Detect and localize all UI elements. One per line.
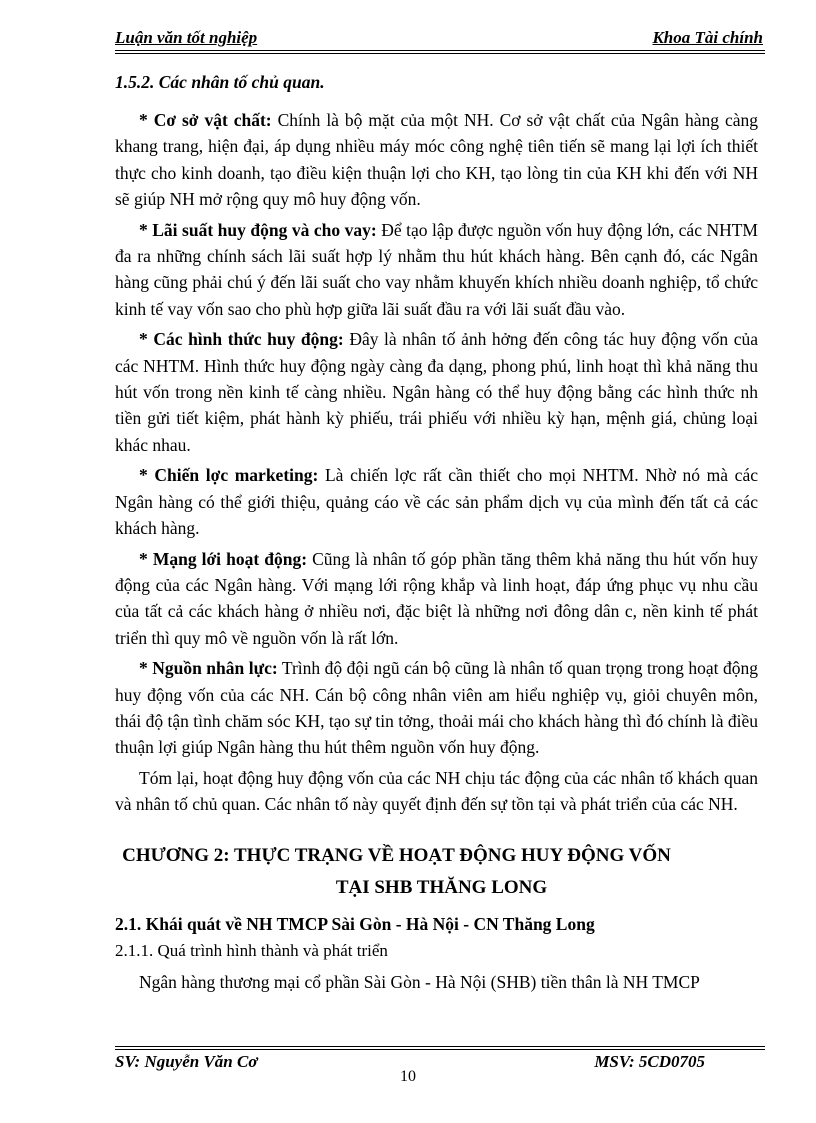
header-faculty: Khoa Tài chính <box>652 28 763 47</box>
paragraph-text: Đây là nhân tố ảnh hởng đến công tác huy động vốn của các NHTM. Hình thức huy động ngày càng đa dạng, phong phú, linh hoạt thì khả năng thu hút vốn trong nền kinh tế càng nhiều. Ngân hàng có thể huy động bằng các hình thức nh tiền gửi tiết kiệm, phát hành kỳ phiếu, trái phiếu với nhiều kỳ hạn, mệnh giá, chủng loại khác nhau. <box>115 329 758 455</box>
paragraph-lead: * Các hình thức huy động: <box>139 329 344 350</box>
header-rule <box>115 50 765 54</box>
chapter-title-line2: TẠI SHB THĂNG LONG <box>335 876 548 898</box>
paragraph-text: Chính là bộ mặt của một NH. Cơ sở vật chất của Ngân hàng càng khang trang, hiện đại, áp dụng nhiều máy móc công nghệ tiên tiến sẽ mang lại lợi ích thiết thực cho kinh doanh, tạo điều kiện thuận lợi cho KH, tạo lòng tin của KH khi đến với NH sẽ giúp NH mở rộng quy mô huy động vốn. <box>115 110 758 210</box>
subsection-heading: 2.1. Khái quát về NH TMCP Sài Gòn - Hà Nội - CN Thăng Long <box>115 913 595 934</box>
paragraph-text: Là chiến lợc rất cần thiết cho mọi NHTM. Nhờ nó mà các Ngân hàng có thể giới thiệu, quảng cáo về các sản phẩm dịch vụ của mình đến tất cả các khách hàng. <box>115 465 758 539</box>
page-header <box>115 28 763 50</box>
paragraph-text: Để tạo lập được nguồn vốn huy động lớn, các NHTM đa ra những chính sách lãi suất hợp lý nhằm thu hút khách hàng. Bên cạnh đó, các Ngân hàng cũng phải chú ý đến lãi suất cho vay nhằm khuyến khích nhiều doanh nghiệp, tổ chức kinh tế vay vốn sao cho phù hợp giữa lãi suất đầu ra với lãi suất đầu vào. <box>115 219 758 319</box>
paragraph-text: Cũng là nhân tố góp phần tăng thêm khả năng thu hút vốn huy động của các Ngân hàng. Với mạng lới rộng khắp và linh hoạt, đáp ứng phục vụ nhu cầu của tất cả các khách hàng ở nhiều nơi, đặc biệt là những nơi đông dân c, nền kinh tế phát triển thì quy mô về nguồn vốn là rất lớn. <box>115 548 758 648</box>
paragraph-lead: * Chiến lợc marketing: <box>139 465 319 486</box>
header-thesis-title: Luận văn tốt nghiệp <box>115 28 258 47</box>
paragraph-marketing <box>115 462 758 541</box>
paragraph-lead: * Lãi suất huy động và cho vay: <box>139 219 377 240</box>
paragraph-facilities <box>115 107 758 213</box>
chapter-title <box>115 840 758 904</box>
paragraph-lead: * Nguồn nhân lực: <box>139 658 278 679</box>
chapter-title-line1: CHƯƠNG 2: THỰC TRẠNG VỀ HOẠT ĐỘNG HUY ĐỘNG VỐN <box>122 844 671 866</box>
paragraph-lead: * Mạng lới hoạt động: <box>139 548 308 569</box>
page-content <box>115 72 758 999</box>
subsubsection-heading: 2.1.1. Quá trình hình thành và phát triển <box>115 940 388 960</box>
paragraph-mobilization-forms <box>115 326 758 458</box>
paragraph-shb-history: Ngân hàng thương mại cổ phần Sài Gòn - Hà Nội (SHB) tiền thân là NH TMCP <box>139 971 700 992</box>
footer-student-name: SV: Nguyễn Văn Cơ <box>115 1052 258 1071</box>
paragraph-summary: Tóm lại, hoạt động huy động vốn của các NH chịu tác động của các nhân tố khách quan và nhân tố chủ quan. Các nhân tố này quyết định đến sự tồn tại và phát triển của các NH. <box>115 767 758 815</box>
paragraph-human-resources <box>115 655 758 761</box>
paragraph-interest-rate <box>115 217 758 323</box>
paragraph-text: Trình độ đội ngũ cán bộ cũng là nhân tố quan trọng trong hoạt động huy động vốn của các NH. Cán bộ công nhân viên am hiểu nghiệp vụ, giỏi chuyên môn, thái độ tận tình chăm sóc KH, tạo sự tin tởng, thoải mái cho khách hàng thì đó chính là điều thuận lợi giúp Ngân hàng thu hút thêm nguồn vốn huy động. <box>115 658 758 758</box>
page-number: 10 <box>400 1068 416 1085</box>
footer-rule <box>115 1046 765 1050</box>
footer-student-id: MSV: 5CD0705 <box>594 1052 705 1071</box>
section-heading: 1.5.2. Các nhân tố chủ quan. <box>115 72 325 92</box>
paragraph-lead: * Cơ sở vật chất: <box>139 110 272 130</box>
paragraph-network <box>115 546 758 652</box>
